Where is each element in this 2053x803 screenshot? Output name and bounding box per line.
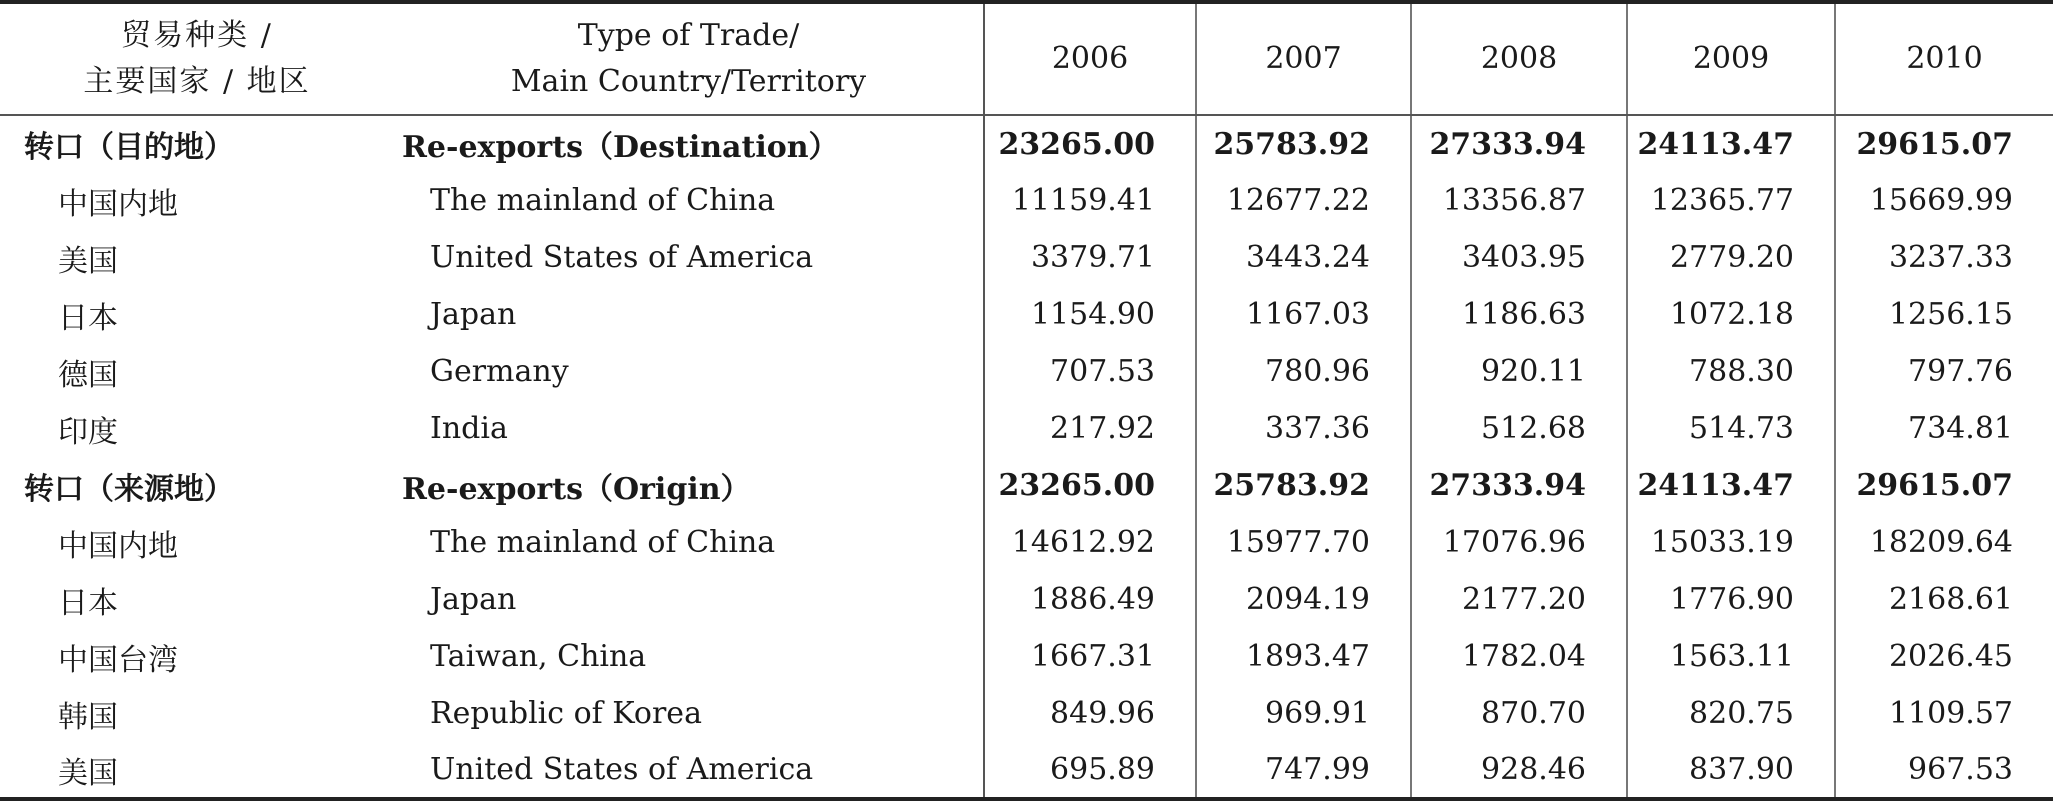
cell-2007: 25783.92 bbox=[1196, 115, 1411, 172]
cell-2006: 1886.49 bbox=[984, 571, 1196, 628]
table-row bbox=[0, 172, 2053, 229]
cell-2009: 788.30 bbox=[1627, 343, 1835, 400]
cell-2007: 1167.03 bbox=[1196, 286, 1411, 343]
cell-2010: 1109.57 bbox=[1835, 685, 2053, 742]
cell-2010: 734.81 bbox=[1835, 400, 2053, 457]
cell-2009: 24113.47 bbox=[1627, 457, 1835, 514]
row-en-label: The mainland of China bbox=[430, 183, 776, 218]
cell-2009: 24113.47 bbox=[1627, 115, 1835, 172]
cell-2007: 25783.92 bbox=[1196, 457, 1411, 514]
row-en-label: Japan bbox=[430, 582, 517, 617]
table-body bbox=[0, 115, 2053, 799]
row-cn-label: 转口（来源地） bbox=[24, 471, 234, 507]
cell-2007: 969.91 bbox=[1196, 685, 1411, 742]
cell-2010: 797.76 bbox=[1835, 343, 2053, 400]
table-row bbox=[0, 400, 2053, 457]
row-en-label: United States of America bbox=[394, 742, 984, 799]
table-row bbox=[0, 685, 2053, 742]
cell-2008: 1186.63 bbox=[1411, 286, 1627, 343]
cell-2006: 1667.31 bbox=[984, 628, 1196, 685]
row-cn-label: 日本 bbox=[58, 585, 118, 621]
row-en-label: India bbox=[430, 411, 508, 446]
cell-2009: 15033.19 bbox=[1627, 514, 1835, 571]
table-row-group-origin bbox=[0, 457, 2053, 514]
cell-2009: 820.75 bbox=[1627, 685, 1835, 742]
cell-2007: 15977.70 bbox=[1196, 514, 1411, 571]
header-en-label-line1: Type of Trade/ bbox=[577, 18, 800, 53]
cell-2006: 1154.90 bbox=[984, 286, 1196, 343]
cell-2007: 3443.24 bbox=[1196, 229, 1411, 286]
row-en-label: Re-exports（Destination） bbox=[402, 130, 839, 165]
cell-2007: 747.99 bbox=[1196, 742, 1411, 799]
cell-2008: 2177.20 bbox=[1411, 571, 1627, 628]
row-en-label: The mainland of China bbox=[430, 525, 776, 560]
row-en-label: Japan bbox=[430, 297, 517, 332]
cell-2008: 928.46 bbox=[1411, 742, 1627, 799]
cell-2010: 15669.99 bbox=[1835, 172, 2053, 229]
cell-2008: 13356.87 bbox=[1411, 172, 1627, 229]
cell-2008: 27333.94 bbox=[1411, 457, 1627, 514]
table-row bbox=[0, 229, 2053, 286]
cell-2007: 2094.19 bbox=[1196, 571, 1411, 628]
row-cn-label: 日本 bbox=[58, 300, 118, 336]
cell-2006: 14612.92 bbox=[984, 514, 1196, 571]
cell-2010: 2168.61 bbox=[1835, 571, 2053, 628]
row-en-label: Re-exports（Origin） bbox=[402, 471, 751, 507]
cell-2009: 1563.11 bbox=[1627, 628, 1835, 685]
row-cn-label: 印度 bbox=[58, 414, 118, 450]
row-cn-label: 德国 bbox=[58, 357, 118, 393]
header-cn-label bbox=[0, 2, 394, 115]
row-cn-label: 中国内地 bbox=[58, 528, 178, 564]
cell-2009: 1776.90 bbox=[1627, 571, 1835, 628]
table-row-group-destination bbox=[0, 115, 2053, 172]
cell-2008: 17076.96 bbox=[1411, 514, 1627, 571]
header-en-label-line2: Main Country/Territory bbox=[510, 64, 867, 99]
row-cn-label: 美国 bbox=[0, 742, 394, 799]
header-row bbox=[0, 2, 2053, 115]
cell-2009: 12365.77 bbox=[1627, 172, 1835, 229]
row-en-label: United States of America bbox=[430, 240, 814, 275]
cell-2010: 967.53 bbox=[1835, 742, 2053, 799]
table-row bbox=[0, 742, 2053, 799]
header-year-2010: 2010 bbox=[1835, 2, 2053, 115]
cell-2006: 23265.00 bbox=[984, 457, 1196, 514]
cell-2006: 849.96 bbox=[984, 685, 1196, 742]
cell-2008: 870.70 bbox=[1411, 685, 1627, 742]
cell-2009: 837.90 bbox=[1627, 742, 1835, 799]
table-row bbox=[0, 571, 2053, 628]
row-cn-label: 转口（目的地） bbox=[24, 130, 234, 165]
table-row bbox=[0, 628, 2053, 685]
row-cn-label: 韩国 bbox=[58, 699, 118, 735]
header-year-2007: 2007 bbox=[1196, 2, 1411, 115]
header-cn-label-line1: 贸易种类 / bbox=[121, 18, 273, 53]
cell-2007: 337.36 bbox=[1196, 400, 1411, 457]
cell-2010: 29615.07 bbox=[1835, 115, 2053, 172]
cell-2006: 695.89 bbox=[984, 742, 1196, 799]
cell-2008: 920.11 bbox=[1411, 343, 1627, 400]
cell-2006: 23265.00 bbox=[984, 115, 1196, 172]
cell-2010: 1256.15 bbox=[1835, 286, 2053, 343]
header-year-2006: 2006 bbox=[984, 2, 1196, 115]
cell-2006: 217.92 bbox=[984, 400, 1196, 457]
row-en-label: Republic of Korea bbox=[430, 696, 702, 731]
table-header bbox=[0, 2, 2053, 115]
cell-2010: 29615.07 bbox=[1835, 457, 2053, 514]
header-year-2008: 2008 bbox=[1411, 2, 1627, 115]
cell-2009: 1072.18 bbox=[1627, 286, 1835, 343]
cell-2009: 514.73 bbox=[1627, 400, 1835, 457]
row-en-label: Germany bbox=[430, 354, 569, 389]
cell-2008: 1782.04 bbox=[1411, 628, 1627, 685]
cell-2007: 12677.22 bbox=[1196, 172, 1411, 229]
row-cn-label: 中国台湾 bbox=[58, 642, 178, 678]
cell-2010: 2026.45 bbox=[1835, 628, 2053, 685]
header-year-2009: 2009 bbox=[1627, 2, 1835, 115]
cell-2007: 1893.47 bbox=[1196, 628, 1411, 685]
cell-2008: 3403.95 bbox=[1411, 229, 1627, 286]
cell-2006: 11159.41 bbox=[984, 172, 1196, 229]
cell-2010: 3237.33 bbox=[1835, 229, 2053, 286]
table-row bbox=[0, 514, 2053, 571]
table-row bbox=[0, 286, 2053, 343]
cell-2008: 27333.94 bbox=[1411, 115, 1627, 172]
header-en-label bbox=[394, 2, 984, 115]
table-row bbox=[0, 343, 2053, 400]
cell-2007: 780.96 bbox=[1196, 343, 1411, 400]
cell-2009: 2779.20 bbox=[1627, 229, 1835, 286]
row-cn-label: 美国 bbox=[58, 243, 118, 279]
header-cn-label-line2: 主要国家 / 地区 bbox=[83, 64, 311, 99]
cell-2010: 18209.64 bbox=[1835, 514, 2053, 571]
cell-2008: 512.68 bbox=[1411, 400, 1627, 457]
row-cn-label: 中国内地 bbox=[58, 186, 178, 222]
cell-2006: 3379.71 bbox=[984, 229, 1196, 286]
row-en-label: Taiwan, China bbox=[430, 639, 647, 674]
cell-2006: 707.53 bbox=[984, 343, 1196, 400]
